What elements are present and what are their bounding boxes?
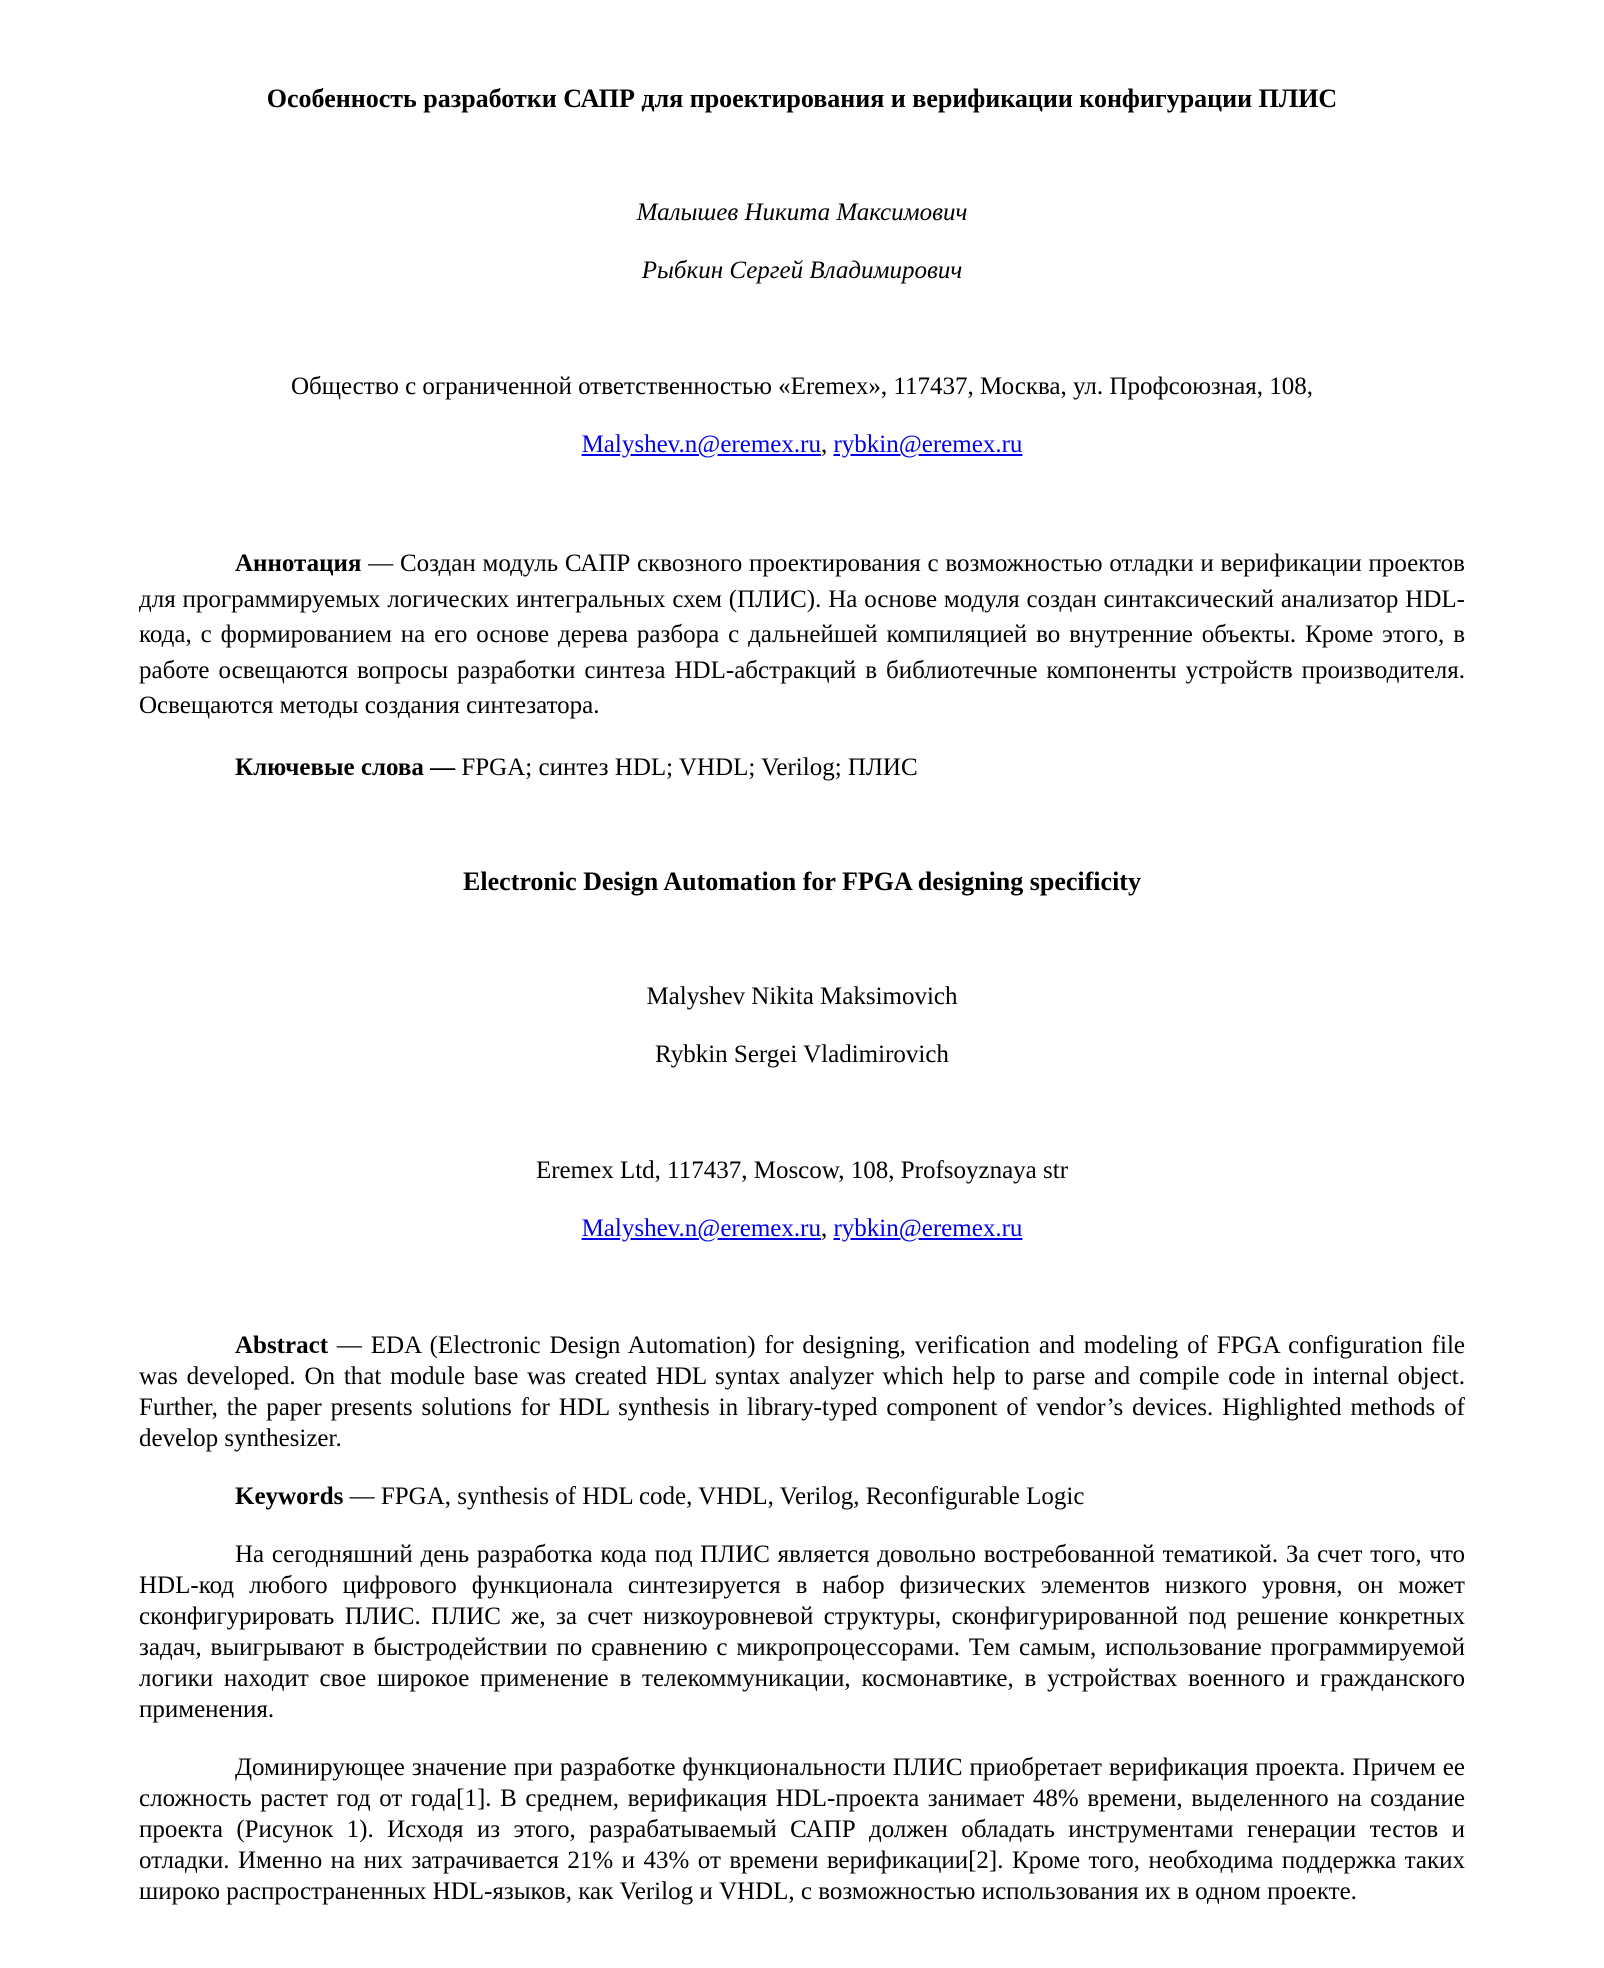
ru-keywords-label: Ключевые слова — bbox=[235, 753, 456, 781]
en-author-2: Rybkin Sergei Vladimirovich bbox=[655, 1041, 949, 1068]
ru-abstract-block bbox=[139, 546, 1465, 785]
body-paragraph-1: На сегодняшний день разработка кода под ПЛИС является довольно востребованной тематикой. За счет того, что HDL-код любого цифрового функционала синтезируется в набор физических элементов низкого уровня, он может сконфигурировать ПЛИС. ПЛИС же, за счет низкоуровневой структуры, сконфигурированной под решение конкретных задач, выигрывают в быстродействии по сравнению с микропроцессорами. Тем самым, использование программируемой логики находит свое широкое применение в телекоммуникации, космонавтике, в устройствах военного и гражданского применения. bbox=[139, 1541, 1465, 1723]
en-email-rybkin-link[interactable]: rybkin@eremex.ru bbox=[833, 1215, 1023, 1242]
en-abstract bbox=[139, 1330, 1465, 1454]
en-emails bbox=[0, 1214, 1604, 1244]
en-abstract-block bbox=[139, 1330, 1465, 1907]
ru-email-separator: , bbox=[820, 431, 834, 458]
en-keywords-label: Keywords bbox=[235, 1483, 344, 1510]
en-keywords-text: — FPGA, synthesis of HDL code, VHDL, Verilog, Reconfigurable Logic bbox=[343, 1483, 1085, 1510]
ru-abstract bbox=[139, 546, 1465, 724]
en-abstract-text: — EDA (Electronic Design Automation) for designing, verification and modeling of FPGA configuration file was developed. On that module base was created HDL syntax analyzer which help to parse and compile code in internal object. Further, the paper presents solutions for HDL synthesis in library-typed component of vendor’s devices. Highlighted methods of develop synthesizer. bbox=[139, 1332, 1465, 1452]
ru-title: Особенность разработки САПР для проектирования и верификации конфигурации ПЛИС bbox=[266, 84, 1338, 113]
ru-author-2: Рыбкин Сергей Владимирович bbox=[641, 257, 963, 284]
body-paragraph-2: Доминирующее значение при разработке функциональности ПЛИС приобретает верификация проекта. Причем ее сложность растет год от года[1]. В среднем, верификация HDL-проекта занимает 48% времени, выделенного на создание проекта (Рисунок 1). Исходя из этого, разрабатываемый САПР должен обладать инструментами генерации тестов и отладки. Именно на них затрачивается 21% и 43% от времени верификации[2]. Кроме того, необходима поддержка таких широко распространенных HDL-языков, как Verilog и VHDL, с возможностью использования их в одном проекте. bbox=[139, 1754, 1465, 1905]
en-affiliation: Eremex Ltd, 117437, Moscow, 108, Profsoyznaya str bbox=[535, 1157, 1069, 1184]
en-title: Electronic Design Automation for FPGA designing specificity bbox=[463, 867, 1141, 896]
en-keywords bbox=[139, 1481, 1465, 1512]
en-email-malyshev-link[interactable]: Malyshev.n@eremex.ru bbox=[581, 1215, 821, 1242]
ru-affiliation: Общество с ограниченной ответственностью «Eremex», 117437, Москва, ул. Профсоюзная, 108, bbox=[290, 373, 1314, 400]
en-author-1: Malyshev Nikita Maksimovich bbox=[646, 983, 958, 1010]
ru-email-malyshev-link[interactable]: Malyshev.n@eremex.ru bbox=[581, 431, 821, 458]
en-email-separator: , bbox=[820, 1215, 834, 1242]
ru-email-rybkin-link[interactable]: rybkin@eremex.ru bbox=[833, 431, 1023, 458]
ru-emails bbox=[0, 430, 1604, 460]
en-abstract-label: Abstract bbox=[235, 1332, 329, 1359]
ru-author-1: Малышев Никита Максимович bbox=[636, 199, 968, 226]
ru-abstract-text: — Создан модуль САПР сквозного проектирования с возможностью отладки и верификации проектов для программируемых логических интегральных схем (ПЛИС). На основе модуля создан синтаксический анализатор HDL-кода, с формированием на его основе дерева разбора с дальнейшей компиляцией во внутренние объекты. Кроме этого, в работе освещаются вопросы разработки синтеза HDL-абстракций в библиотечные компоненты устройств производителя. Освещаются методы создания синтезатора. bbox=[139, 550, 1465, 719]
ru-keywords bbox=[139, 750, 1465, 786]
ru-abstract-label: Аннотация bbox=[235, 550, 362, 577]
ru-keywords-text: FPGA; синтез HDL; VHDL; Verilog; ПЛИС bbox=[455, 753, 918, 781]
